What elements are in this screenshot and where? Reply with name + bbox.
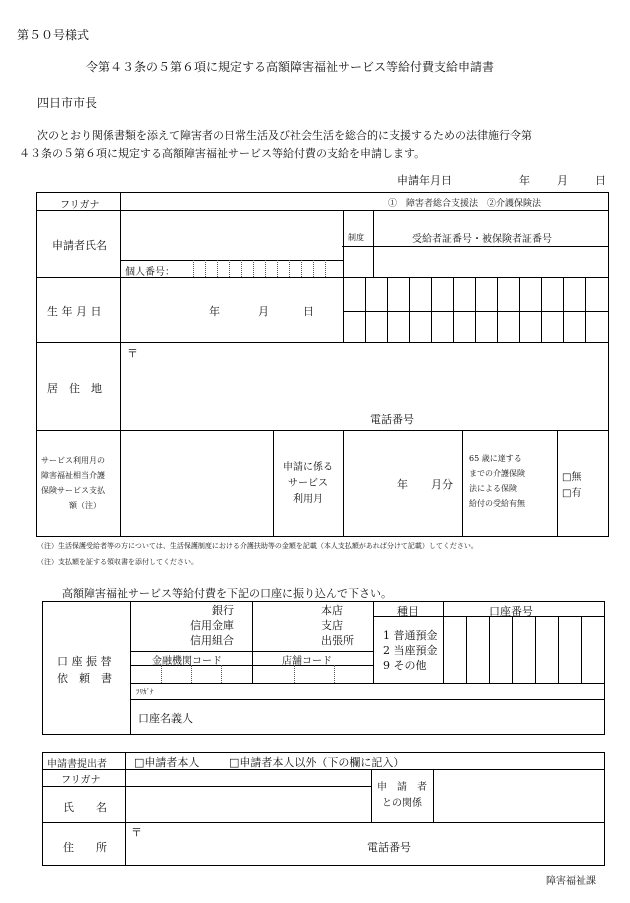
furigana-short-label: ﾌﾘｶﾞﾅ <box>136 688 154 696</box>
submitter-name-label: 氏 名 <box>63 801 107 814</box>
account-types: 1 普通預金 2 当座預金 9 その他 <box>383 629 438 672</box>
option-none-checkbox[interactable]: □無 <box>562 472 582 483</box>
form-title: 令第４３条の５第６項に規定する高額障害福祉サービス等給付費支給申請書 <box>86 60 495 74</box>
bank-heading: 高額障害福祉サービス等給付費を下記の口座に振り込んで下さい。 <box>62 587 392 600</box>
note-2: （注）支払額を証する領収書を添付してください。 <box>37 558 198 566</box>
option-yes-checkbox[interactable]: □有 <box>562 488 582 499</box>
postal-mark: 〒 <box>127 347 138 360</box>
birthdate-label: 生 年 月 日 <box>47 305 102 318</box>
submitter-phone-label: 電話番号 <box>367 841 411 854</box>
applicant-name-label: 申請者氏名 <box>52 239 107 252</box>
submitter-address-label: 住 所 <box>63 841 107 854</box>
address-label: 居 住 地 <box>47 382 102 395</box>
branch-code-label: 店舗コード <box>282 656 332 667</box>
form-number: 第５０号様式 <box>17 28 90 42</box>
institution-code-label: 金融機関コード <box>152 656 222 667</box>
note-1: （注）生活保護受給者等の方については、生活保護制度における介護扶助等の金額を記載（本人支払額があれば分けて記載）してください。 <box>37 542 478 550</box>
account-holder-label: 口座名義人 <box>138 712 193 725</box>
cert-number-label: 受給者証番号・被保険者証番号 <box>412 234 552 245</box>
addressee: 四日市市長 <box>37 96 98 110</box>
personal-number-label: 個人番号： <box>125 267 175 278</box>
age65-label: 65 歳に達する までの介護保険 法による保険 給付の受給有無 <box>469 454 525 508</box>
service-month-label: 申請に係る サービス 利用月 <box>283 462 333 505</box>
relation-label: 申 請 者 との関係 <box>377 782 427 809</box>
system-label: 制度 <box>348 233 364 242</box>
type-label: 種目 <box>397 605 419 618</box>
transfer-label-2: 依 頼 書 <box>57 672 112 685</box>
account-number-label: 口座番号 <box>489 605 533 618</box>
submitter-furigana-label: フリガナ <box>61 775 101 786</box>
service-amount-label: サービス利用月の 障害福祉相当介護 保険サービス支払 額（注） <box>41 456 105 510</box>
option-other-checkbox[interactable]: □申請者本人以外（下の欄に記入） <box>229 756 405 769</box>
phone-label: 電話番号 <box>370 413 414 426</box>
branch-types: 本店 支店 出張所 <box>321 604 354 647</box>
bank-types: 銀行 信用金庫 信用組合 <box>190 604 234 647</box>
intro-line-2: ４３条の５第６項に規定する高額障害福祉サービス等給付費の支給を申請します。 <box>19 147 426 160</box>
system-options: ① 障害者総合支援法 ②介護保険法 <box>388 199 542 209</box>
submitter-postal-mark: 〒 <box>131 826 142 839</box>
submitter-label: 申請書提出者 <box>47 759 107 770</box>
furigana-label: フリガナ <box>60 200 100 211</box>
intro-line-1: 次のとおり関係書類を添えて障害者の日常生活及び社会生活を総合的に支援するための法律施行令第 <box>37 129 532 142</box>
option-self-checkbox[interactable]: □申請者本人 <box>134 756 200 769</box>
department: 障害福祉課 <box>546 876 596 887</box>
transfer-label-1: 口 座 振 替 <box>57 655 112 668</box>
